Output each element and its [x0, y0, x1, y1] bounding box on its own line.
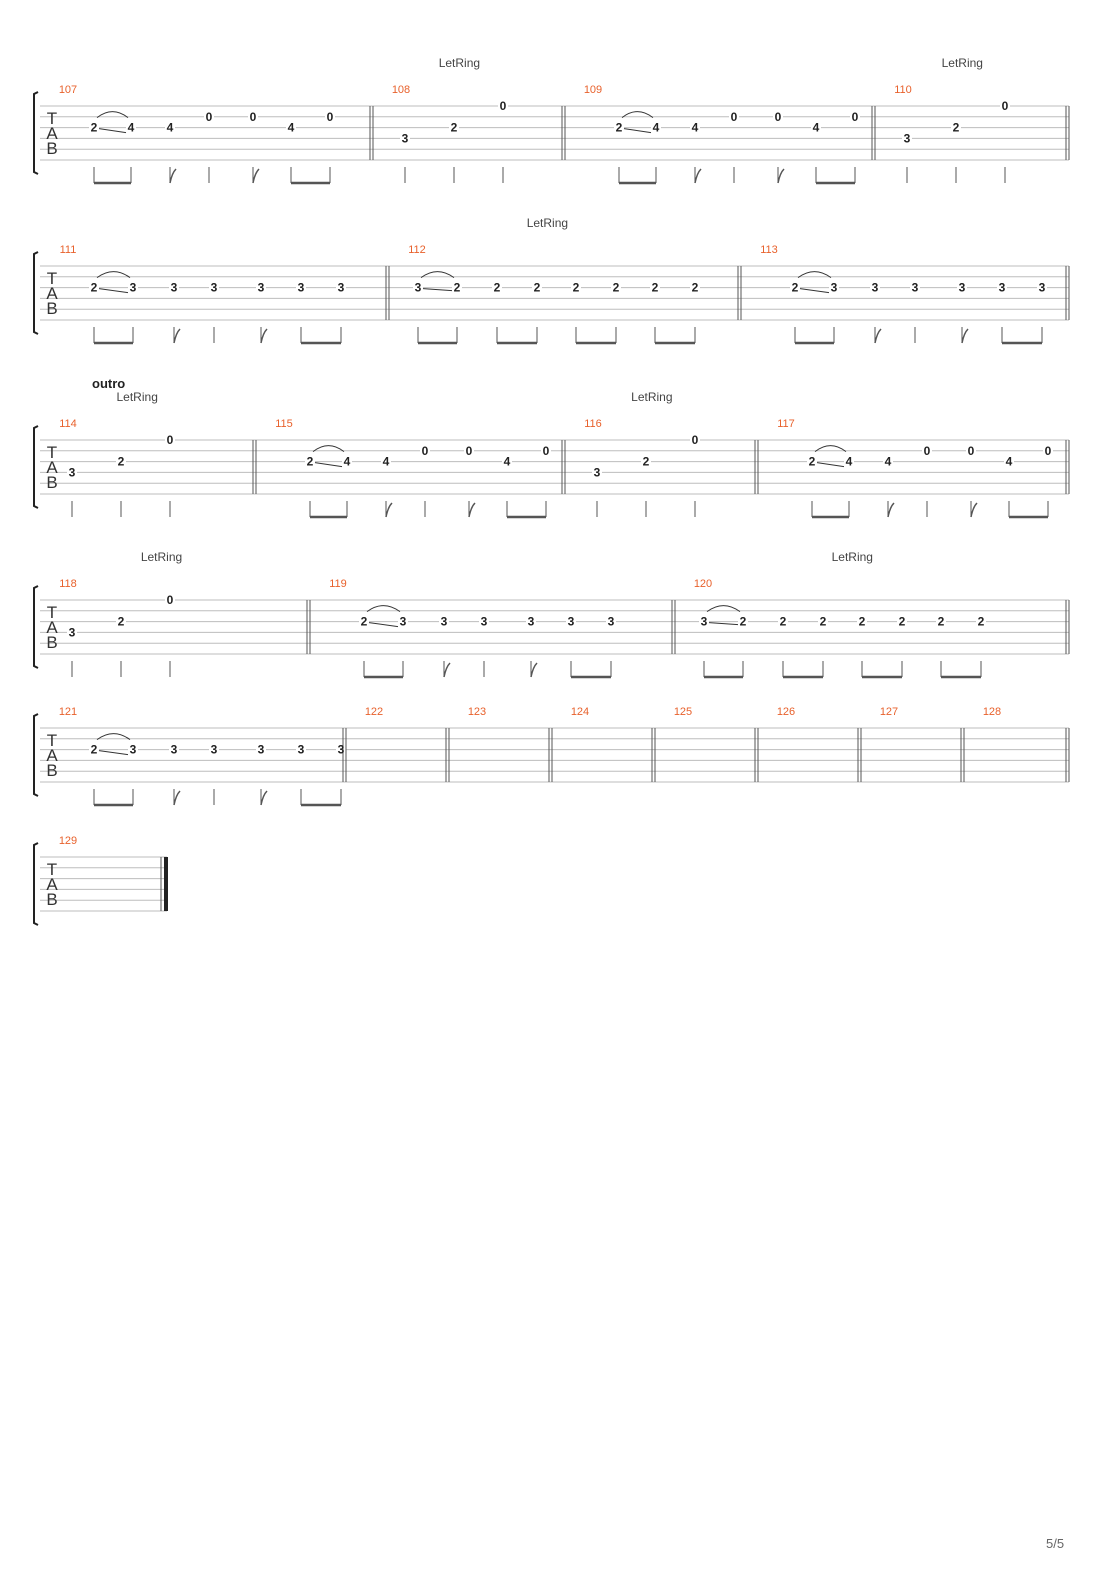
measure-number: 129 [58, 835, 78, 847]
fret-number: 4 [127, 120, 135, 135]
fret-number: 3 [170, 742, 178, 757]
fret-number: 2 [306, 454, 314, 469]
fret-number: 3 [527, 614, 535, 629]
note-flag [875, 329, 881, 343]
fret-number: 2 [791, 280, 799, 295]
fret-number: 2 [90, 120, 98, 135]
fret-number: 0 [730, 109, 738, 124]
tab-letter-t: T [46, 109, 58, 128]
fret-number: 3 [871, 280, 879, 295]
measure-number: 126 [776, 706, 796, 718]
fret-number: 3 [210, 742, 218, 757]
fret-number: 0 [465, 443, 473, 458]
let-ring-label: LetRing [116, 390, 158, 404]
slide-line [817, 463, 844, 467]
final-barline-thick [164, 857, 168, 911]
fret-number: 2 [691, 280, 699, 295]
note-flag [444, 663, 450, 677]
note-flag [695, 169, 701, 183]
tab-letter-b: B [46, 761, 58, 780]
fret-number: 2 [977, 614, 985, 629]
tab-letter-t: T [46, 860, 58, 879]
tab-system [34, 586, 1069, 677]
fret-number: 0 [205, 109, 213, 124]
fret-number: 3 [593, 465, 601, 480]
fret-number: 4 [166, 120, 174, 135]
note-flag [469, 503, 475, 517]
tab-letter-a: A [46, 124, 58, 143]
fret-number: 3 [210, 280, 218, 295]
fret-number: 2 [858, 614, 866, 629]
fret-number: 3 [337, 280, 345, 295]
fret-number: 2 [572, 280, 580, 295]
fret-number: 3 [607, 614, 615, 629]
slide-line [99, 289, 128, 293]
tab-letter-a: A [46, 458, 58, 477]
tab-letter-t: T [46, 603, 58, 622]
measure-number: 110 [894, 84, 912, 96]
note-flag [386, 503, 392, 517]
slide-line [315, 463, 342, 467]
fret-number: 2 [90, 742, 98, 757]
fret-number: 3 [1038, 280, 1046, 295]
fret-number: 2 [117, 614, 125, 629]
system-bracket [34, 586, 38, 668]
note-flag [971, 503, 977, 517]
fret-number: 4 [812, 120, 820, 135]
slide-line [709, 623, 738, 625]
fret-number: 2 [739, 614, 747, 629]
fret-number: 3 [297, 280, 305, 295]
tab-letter-a: A [46, 875, 58, 894]
fret-number: 0 [691, 433, 699, 447]
measure-number: 111 [59, 244, 77, 256]
fret-number: 2 [90, 280, 98, 295]
measure-number: 117 [777, 418, 795, 430]
system-bracket [34, 92, 38, 174]
measure-number: 112 [408, 244, 426, 256]
section-label-outro: outro [92, 376, 126, 391]
fret-number: 3 [700, 614, 708, 629]
tab-letter-b: B [46, 473, 58, 492]
fret-number: 2 [898, 614, 906, 629]
fret-number: 4 [287, 120, 295, 135]
measure-number: 120 [693, 578, 713, 590]
fret-number: 0 [851, 109, 859, 124]
fret-number: 2 [360, 614, 368, 629]
fret-number: 3 [68, 465, 76, 480]
fret-number: 2 [952, 120, 960, 135]
fret-number: 3 [401, 131, 409, 146]
fret-number: 2 [937, 614, 945, 629]
fret-number: 0 [166, 433, 174, 447]
measure-number: 128 [982, 706, 1002, 718]
fret-number: 3 [257, 280, 265, 295]
tab-letter-b: B [46, 890, 58, 909]
fret-number: 3 [830, 280, 838, 295]
fret-number: 4 [503, 454, 511, 469]
fret-number: 4 [884, 454, 892, 469]
fret-number: 4 [691, 120, 699, 135]
fret-number: 4 [343, 454, 351, 469]
fret-number: 2 [651, 280, 659, 295]
fret-number: 2 [615, 120, 623, 135]
tab-letter-a: A [46, 746, 58, 765]
fret-number: 4 [1005, 454, 1013, 469]
note-flag [778, 169, 784, 183]
measure-number: 127 [879, 706, 899, 718]
fret-number: 3 [129, 742, 137, 757]
fret-number: 3 [440, 614, 448, 629]
note-flag [170, 169, 176, 183]
slide-line [99, 129, 126, 133]
fret-number: 3 [257, 742, 265, 757]
fret-number: 3 [903, 131, 911, 146]
fret-number: 0 [326, 109, 334, 124]
fret-number: 4 [652, 120, 660, 135]
measure-number: 122 [364, 706, 384, 718]
tab-letter-a: A [46, 284, 58, 303]
note-flag [174, 791, 180, 805]
tab-system [34, 92, 1069, 183]
page-number: 5/5 [1046, 1536, 1065, 1551]
fret-number: 3 [129, 280, 137, 295]
let-ring-label: LetRing [140, 550, 183, 564]
slide-line [99, 751, 128, 755]
fret-number: 2 [453, 280, 461, 295]
fret-number: 3 [998, 280, 1006, 295]
measure-number: 116 [584, 418, 602, 430]
let-ring-label: LetRing [438, 56, 481, 70]
fret-number: 2 [493, 280, 501, 295]
slide-line [800, 289, 829, 293]
measure-number: 108 [391, 84, 411, 96]
measure-number: 107 [58, 84, 78, 96]
fret-number: 0 [1044, 443, 1052, 458]
measure-number: 109 [583, 84, 603, 96]
tab-letter-a: A [46, 618, 58, 637]
note-flag [888, 503, 894, 517]
note-flag [261, 329, 267, 343]
fret-number: 2 [808, 454, 816, 469]
fret-number: 2 [533, 280, 541, 295]
fret-number: 0 [499, 99, 507, 113]
fret-number: 3 [958, 280, 966, 295]
tab-letter-b: B [46, 633, 58, 652]
note-flag [962, 329, 968, 343]
fret-number: 3 [911, 280, 919, 295]
tab-system [34, 714, 1069, 805]
fret-number: 3 [337, 742, 345, 757]
slide-line [423, 289, 452, 291]
fret-number: 0 [542, 443, 550, 458]
system-bracket [34, 714, 38, 796]
fret-number: 2 [450, 120, 458, 135]
note-flag [261, 791, 267, 805]
fret-number: 0 [923, 443, 931, 458]
fret-number: 4 [845, 454, 853, 469]
note-flag [174, 329, 180, 343]
fret-number: 4 [382, 454, 390, 469]
tab-letter-b: B [46, 139, 58, 158]
let-ring-label: LetRing [526, 216, 569, 230]
let-ring-label: LetRing [941, 56, 983, 70]
note-flag [531, 663, 537, 677]
fret-number: 0 [774, 109, 782, 124]
fret-number: 0 [421, 443, 429, 458]
system-bracket [34, 252, 38, 334]
fret-number: 2 [117, 454, 125, 469]
fret-number: 3 [567, 614, 575, 629]
fret-number: 3 [399, 614, 407, 629]
tab-letter-b: B [46, 299, 58, 318]
measure-number: 115 [275, 418, 293, 430]
fret-number: 2 [819, 614, 827, 629]
fret-number: 3 [414, 280, 422, 295]
slide-line [624, 129, 651, 133]
tab-letter-t: T [46, 269, 58, 288]
let-ring-label: LetRing [831, 550, 873, 564]
tab-system [34, 426, 1069, 517]
measure-number: 125 [673, 706, 693, 718]
fret-number: 2 [642, 454, 650, 469]
fret-number: 0 [166, 593, 174, 607]
slide-line [369, 623, 398, 627]
measure-number: 114 [59, 418, 77, 430]
tab-system [34, 252, 1069, 343]
measure-number: 124 [570, 706, 590, 718]
fret-number: 2 [779, 614, 787, 629]
fret-number: 0 [249, 109, 257, 124]
fret-number: 3 [68, 625, 76, 640]
tab-letter-t: T [46, 731, 58, 750]
measure-number: 123 [467, 706, 487, 718]
note-flag [253, 169, 259, 183]
fret-number: 3 [297, 742, 305, 757]
fret-number: 0 [1001, 99, 1009, 113]
fret-number: 3 [170, 280, 178, 295]
let-ring-label: LetRing [631, 390, 673, 404]
tab-letter-t: T [46, 443, 58, 462]
measure-number: 119 [329, 578, 347, 590]
measure-number: 121 [58, 706, 78, 718]
fret-number: 3 [480, 614, 488, 629]
fret-number: 2 [612, 280, 620, 295]
system-bracket [34, 426, 38, 508]
fret-number: 0 [967, 443, 975, 458]
measure-number: 113 [760, 244, 778, 256]
measure-number: 118 [59, 578, 77, 590]
system-bracket [34, 843, 38, 925]
